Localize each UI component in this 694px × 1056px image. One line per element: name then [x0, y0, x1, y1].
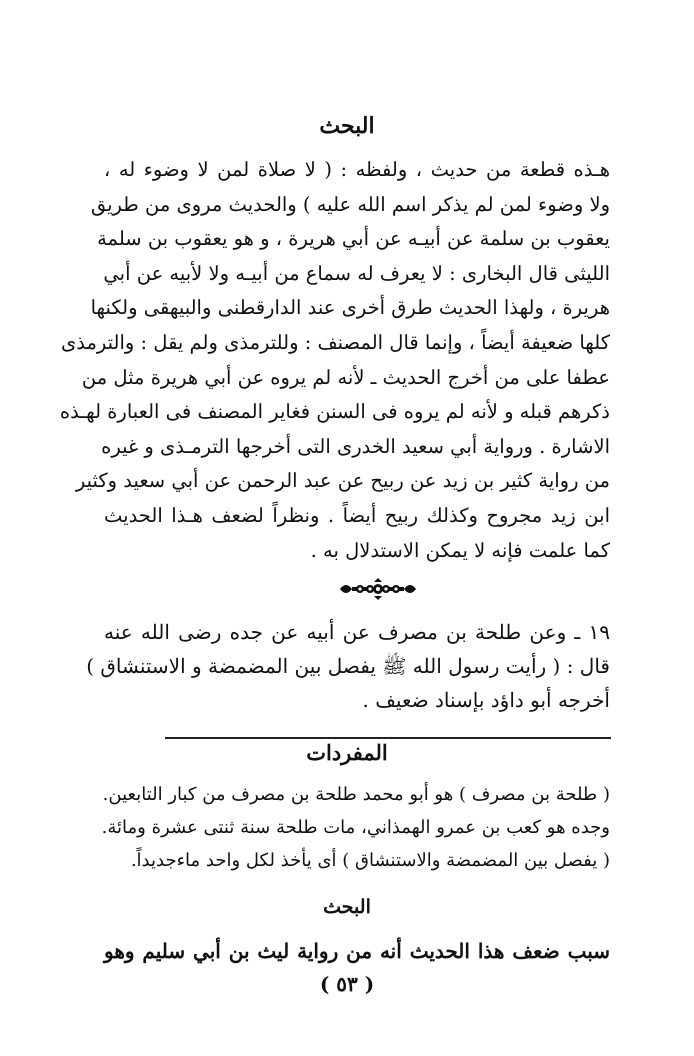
text-line: عطفا على من أخرج الحديث ـ لأنه لم يروه عن أبي هريرة مثل من [81, 365, 610, 389]
text-line: هريرة ، ولهذا الحديث طرق أخرى عند الدارقطنى والبيهقى ولكنها [90, 296, 610, 320]
text-line: كما علمت فإنه لا يمكن الاستدلال به . [310, 538, 610, 562]
text-line: يعقوب بن سلمة عن أبيـه عن أبي هريرة ، و هو يعقوب بن سلمة [97, 227, 610, 251]
text-line: ذكرهم قبله و لأنه لم يروه فى السنن فغاير المصنف فى العبارة لهـذه [59, 400, 610, 424]
section-divider [165, 737, 611, 739]
note-line: ( يفصل بين المضمضة والاستنشاق ) أى يأخذ لكل واحد ماءجديداً. [130, 850, 610, 871]
text-line: سبب ضعف هذا الحديث أنه من رواية ليث بن أبي سليم وهو [104, 939, 610, 963]
last-paragraph [104, 934, 610, 968]
note-line: ( طلحة بن مصرف ) هو أبو محمد طلحة بن مصرف من كبار التابعين. [102, 784, 610, 805]
section-heading-mufradat: المفردات [306, 740, 388, 765]
text-line: أخرجه أبو داؤد بإسناد ضعيف . [362, 688, 610, 712]
note-line: وجده هو كعب بن عمرو الهمذاني، مات طلحة سنة ثنتى عشرة ومائة. [101, 817, 610, 838]
hadith-paragraph [86, 615, 610, 717]
section-heading-bahth-2: البحث [323, 896, 371, 918]
text-line: هـذه قطعة من حديث ، ولفظه : ( لا صلاة لمن لا وضوء له ، [104, 158, 610, 181]
text-line: ابن زيد مجروح وكذلك ربيح أيضاً . ونظراً لضعف هـذا الحديث [104, 503, 610, 527]
text-line: ١٩ ـ وعن طلحة بن مصرف عن أبيه عن جده رضى الله عنه [104, 620, 610, 644]
section-heading-bahth: البحث [319, 113, 375, 139]
main-paragraph [59, 153, 610, 568]
text-line: ولا وضوء لمن لم يذكر اسم الله عليه ) والحديث مروى من طريق [90, 192, 610, 216]
vocabulary-notes [101, 778, 610, 877]
text-line: قال : ( رأيت رسول الله ﷺ يفصل بين المضمضة و الاستنشاق ) [86, 654, 610, 678]
text-line: الاشارة . ورواية أبي سعيد الخدرى التى أخرجها الترمـذى و غيره [101, 434, 610, 458]
text-line: كلها ضعيفة أيضاً ، وإنما قال المصنف : وللترمذى ولم يقل : والترمذى [60, 330, 610, 354]
text-line: من رواية كثير بن زيد عن ربيح عن عبد الرحمن عن أبي سعيد وكثير [75, 469, 610, 493]
page-number: ( ٥٣ ) [319, 972, 375, 996]
ornament-divider-icon [338, 578, 418, 600]
text-line: الليثى قال البخارى : لا يعرف له سماع من أبيـه ولا لأبيه عن أبي [103, 261, 610, 285]
